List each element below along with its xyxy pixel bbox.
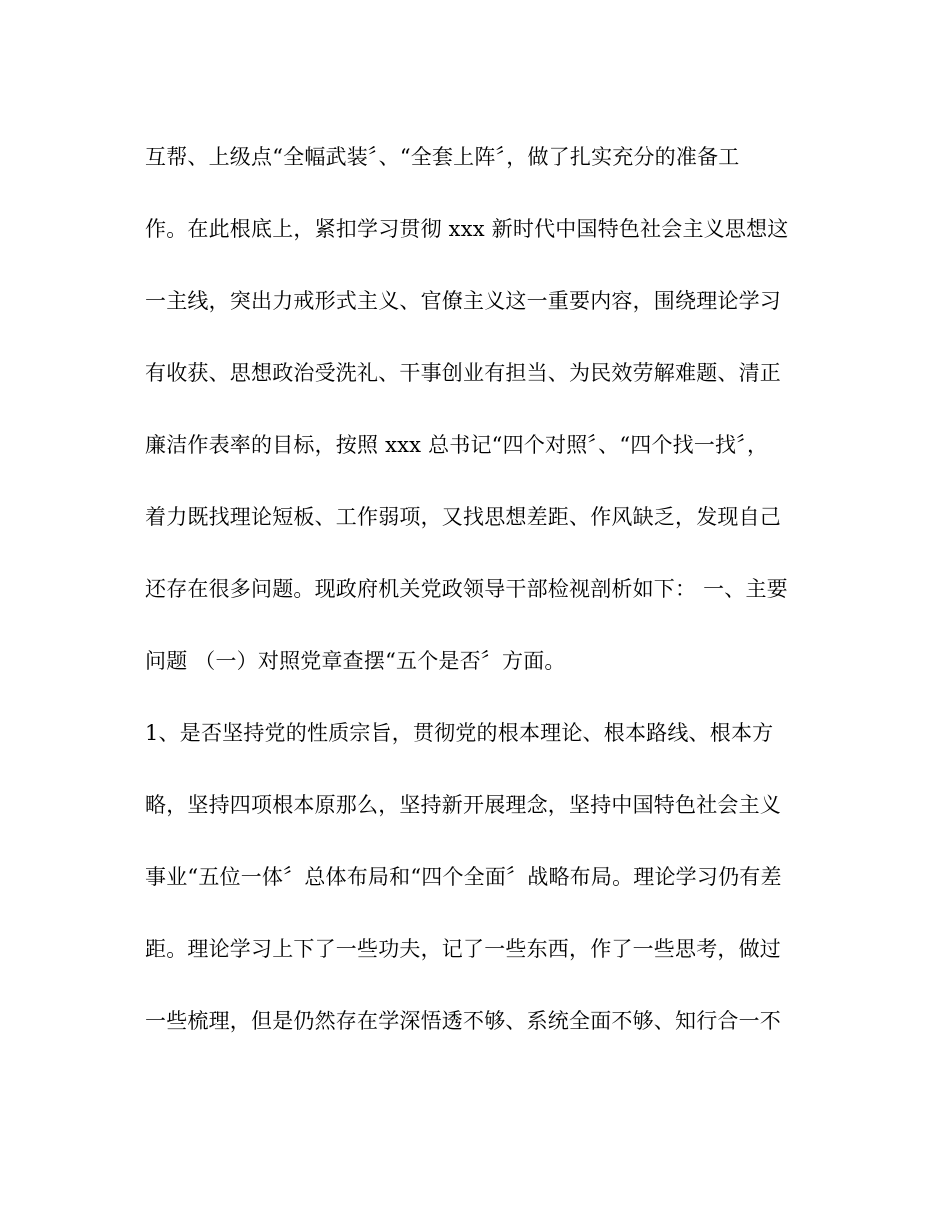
text-line: 着力既找理论短板、工作弱项，又找思想差距、作风缺乏，发现自己 <box>145 505 781 529</box>
text-line: 作。在此根底上，紧扣学习贯彻 xxx 新时代中国特色社会主义思想这 <box>145 217 789 241</box>
text-line: 问题 （一）对照党章查摆“五个是否〞方面。 <box>145 649 566 673</box>
text-line: 一些梳理，但是仍然存在学深悟透不够、系统全面不够、知行合一不 <box>145 1009 781 1033</box>
text-line: 1、是否坚持党的性质宗旨，贯彻党的根本理论、根本路线、根本方 <box>145 721 774 745</box>
text-line: 互帮、上级点“全幅武装〞、“全套上阵〞，做了扎实充分的准备工 <box>145 145 740 169</box>
text-line: 略，坚持四项根本原那么，坚持新开展理念，坚持中国特色社会主义 <box>145 793 781 817</box>
text-line: 事业“五位一体〞总体布局和“四个全面〞战略布局。理论学习仍有差 <box>145 865 782 889</box>
text-line: 廉洁作表率的目标，按照 xxx 总书记“四个对照〞、“四个找一找〞， <box>145 433 769 457</box>
text-line: 有收获、思想政治受洗礼、干事创业有担当、为民效劳解难题、清正 <box>145 361 781 385</box>
text-line: 还存在很多问题。现政府机关党政领导干部检视剖析如下： 一、主要 <box>145 577 788 601</box>
text-line: 距。理论学习上下了一些功夫，记了一些东西，作了一些思考，做过 <box>145 937 781 961</box>
text-line: 一主线，突出力戒形式主义、官僚主义这一重要内容，围绕理论学习 <box>145 289 781 313</box>
